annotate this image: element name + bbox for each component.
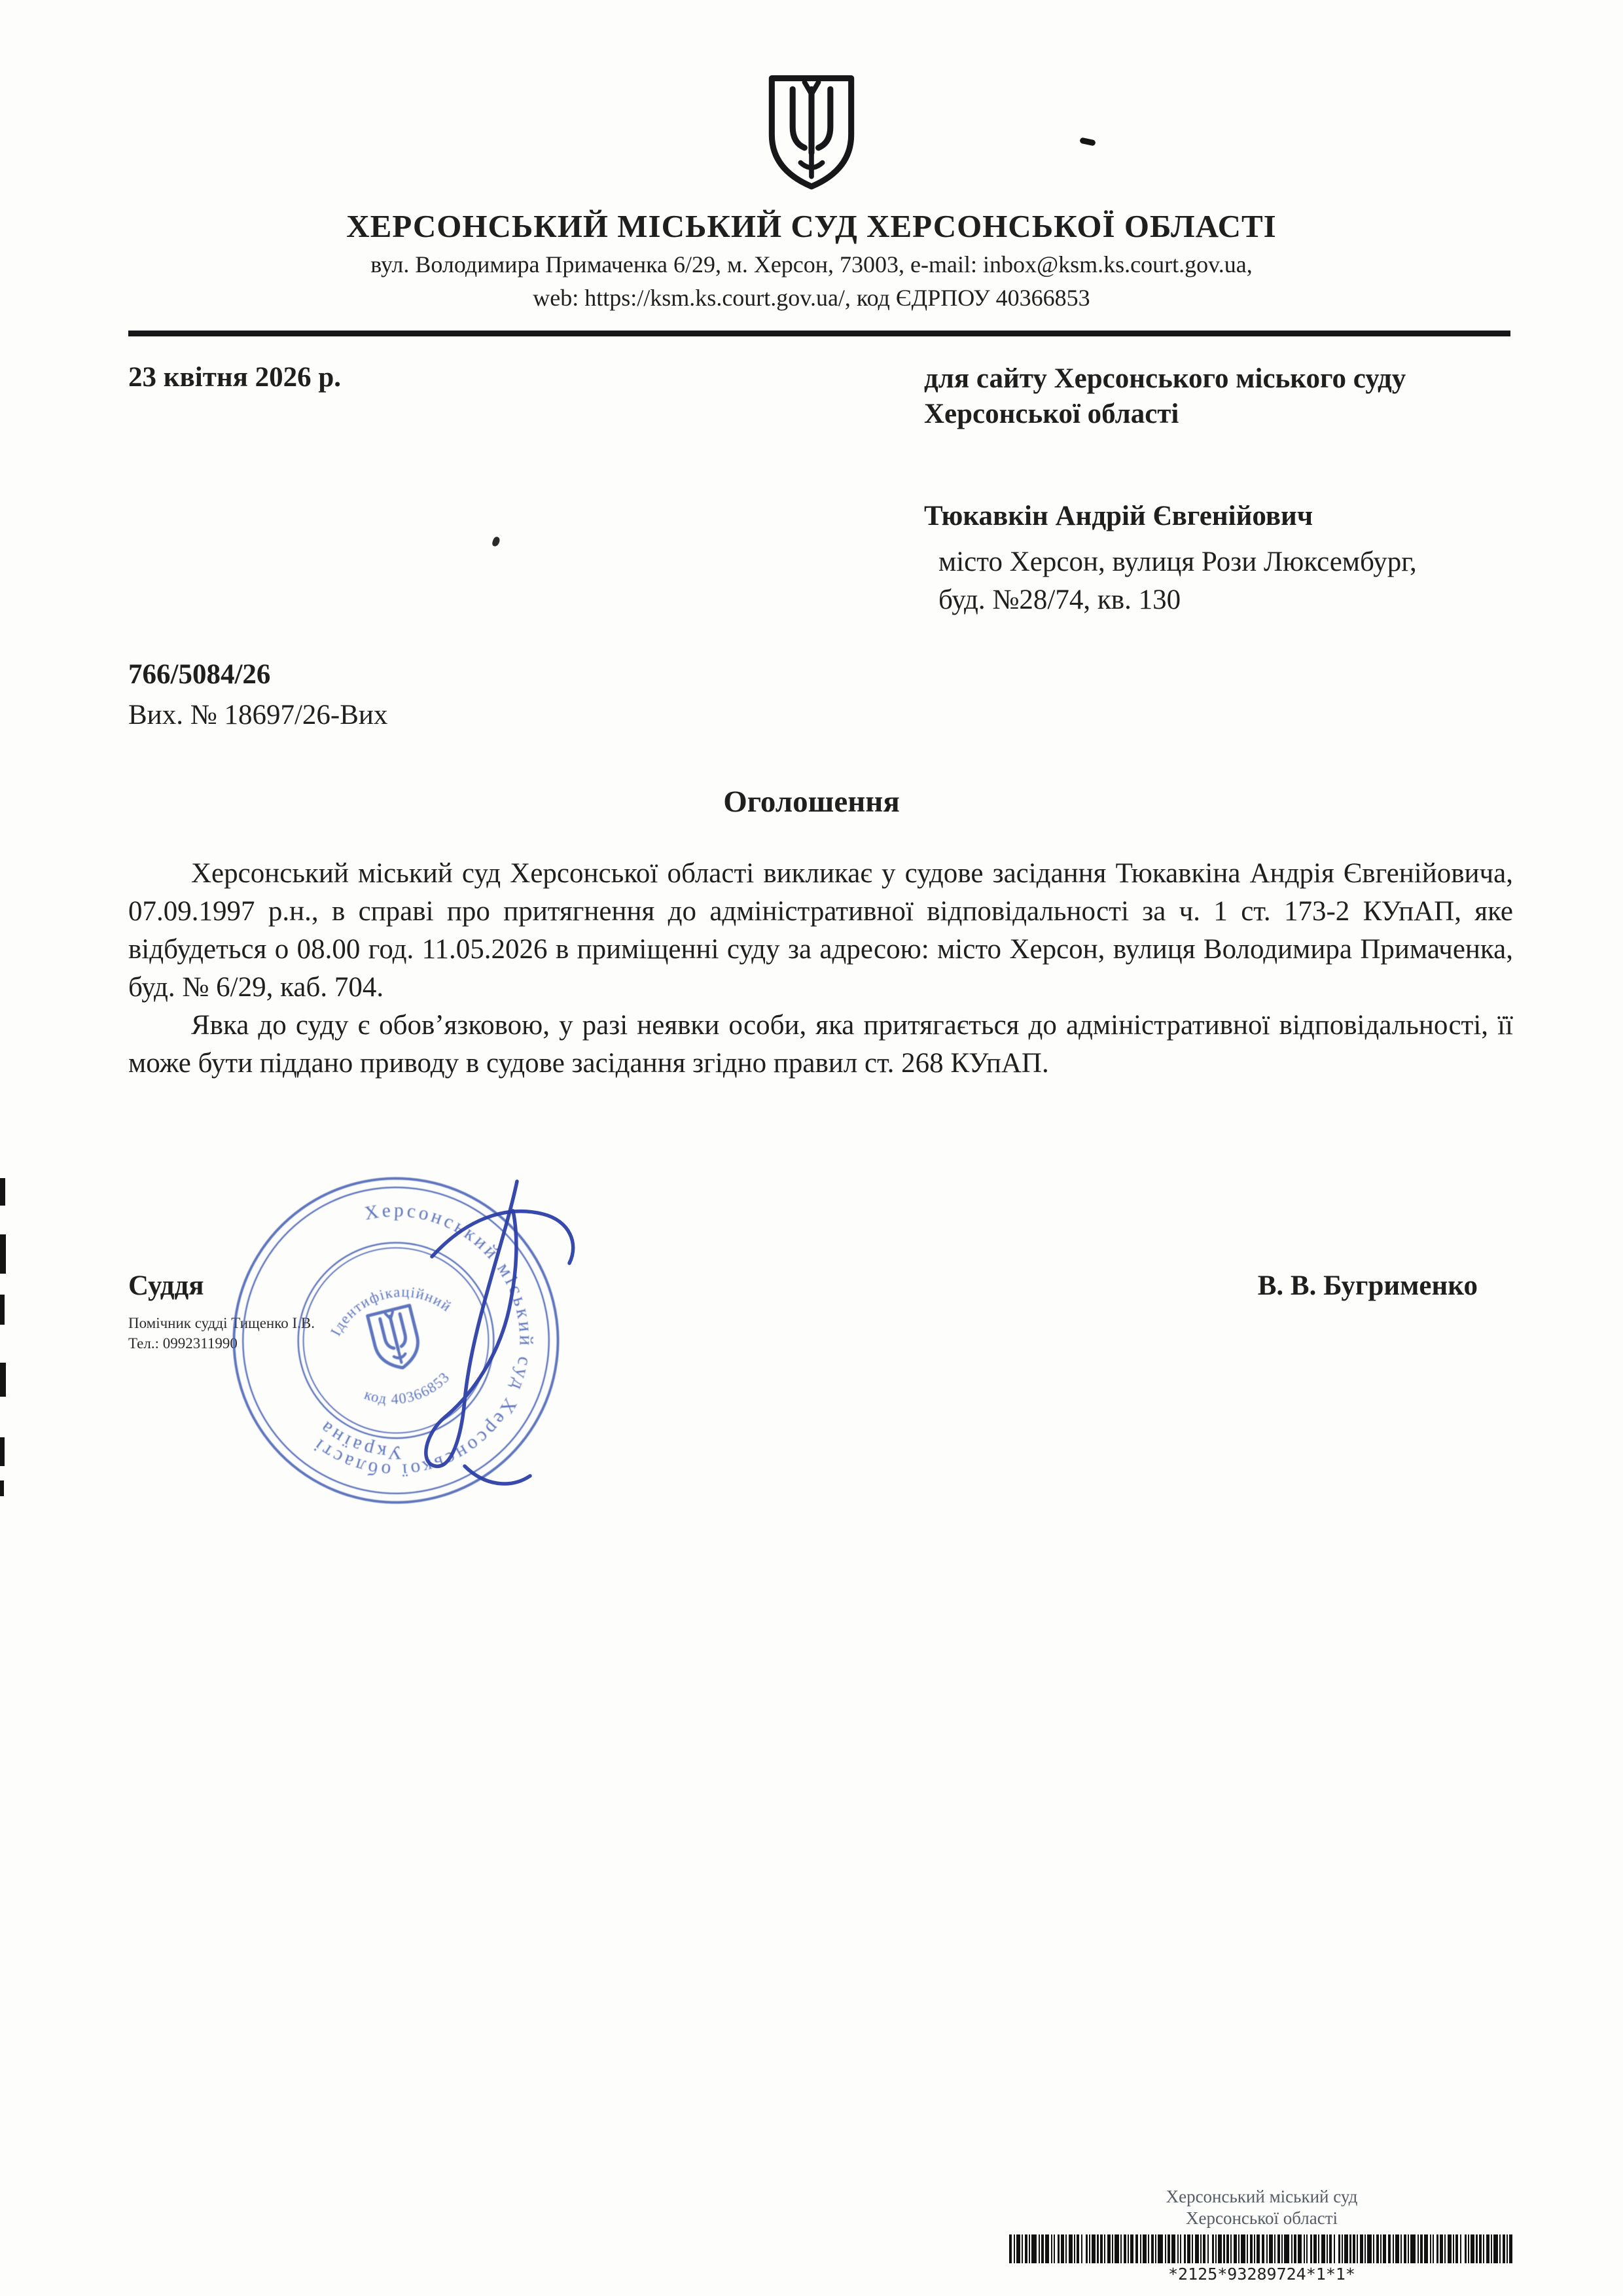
stamp-inner-line-1: Ідентифікаційний (327, 1283, 455, 1339)
assistant-line: Помічник судді Тищенко І.В. (128, 1315, 315, 1331)
recipient-name: Тюкавкін Андрій Євгенійович (924, 501, 1313, 531)
footer-court-line-1: Херсонський міський суд (1166, 2187, 1358, 2206)
stamp-country-text: Україна (314, 1415, 402, 1463)
scan-artifact (0, 1480, 4, 1496)
letterhead (0, 73, 1623, 312)
announcement-paragraph-1: Херсонський міський суд Херсонської області викликає у судове засідання Тюкавкіна Андрія Євгенійовича, 07.09.1997 р.н., в справі про притягнення до адміністративної відповідальності за ч. 1 ст. 173-2 КУпАП, яке відбудеться о 08.00 год. 11.05.2026 в приміщенні суду за адресою: місто Херсон, вулиця Володимира Примаченка, буд. № 6/29, каб. 704. (128, 858, 1513, 1003)
footer-court-line-2: Херсонської області (1185, 2208, 1338, 2228)
document-date: 23 квітня 2026 р. (128, 362, 342, 393)
scan-artifact (0, 1363, 6, 1397)
scan-artifact (0, 1437, 5, 1466)
outgoing-number: Вих. № 18697/26-Вих (128, 700, 388, 730)
site-note-line-1: для сайту Херсонського міського суду (924, 363, 1406, 394)
judge-name: В. В. Бугрименко (1257, 1270, 1478, 1301)
document-barcode (1009, 2234, 1514, 2263)
scan-artifact (0, 1178, 5, 1206)
court-name: ХЕРСОНСЬКИЙ МІСЬКИЙ СУД ХЕРСОНСЬКОЇ ОБЛАСТІ (346, 208, 1277, 244)
ukraine-trident-emblem-icon (762, 73, 861, 192)
scan-artifact (0, 1295, 5, 1325)
stamp-ring-text: Херсонський міський суд Херсонської області (308, 1200, 537, 1481)
assistant-phone: Тел.: 0992311990 (128, 1335, 238, 1352)
court-address-line-2: web: https://ksm.ks.court.gov.ua/, код ЄДРПОУ 40366853 (533, 285, 1090, 311)
announcement-paragraph-2: Явка до суду є обовʼязковою, у разі неявки особи, яка притягається до адміністративної відповідальності, її може бути піддано приводу в судове засідання згідно правил ст. 268 КУпАП. (128, 1010, 1513, 1079)
announcement-body (128, 855, 1513, 1083)
barcode-text: *2125*93289724*1*1* (1168, 2265, 1355, 2284)
document-title: Оголошення (723, 785, 900, 819)
recipient-block (924, 361, 1552, 619)
scan-artifact (491, 536, 501, 547)
case-number: 766/5084/26 (128, 659, 271, 690)
court-address-line-1: вул. Володимира Примаченка 6/29, м. Херсон, 73003, e-mail: inbox@ksm.ks.court.gov.ua, (370, 251, 1253, 278)
letterhead-divider (128, 331, 1510, 336)
stamp-inner-line-2: код 40366853 (362, 1368, 454, 1408)
case-number-block (128, 655, 387, 736)
recipient-address-line-1: місто Херсон, вулиця Рози Люксембург, (938, 547, 1417, 577)
recipient-address-line-2: буд. №28/74, кв. 130 (938, 584, 1181, 615)
judge-label: Суддя (128, 1270, 204, 1301)
judge-signature (353, 1158, 635, 1525)
site-note-line-2: Херсонської області (924, 399, 1179, 429)
scan-artifact (0, 1234, 6, 1274)
document-footer (1009, 2186, 1514, 2284)
